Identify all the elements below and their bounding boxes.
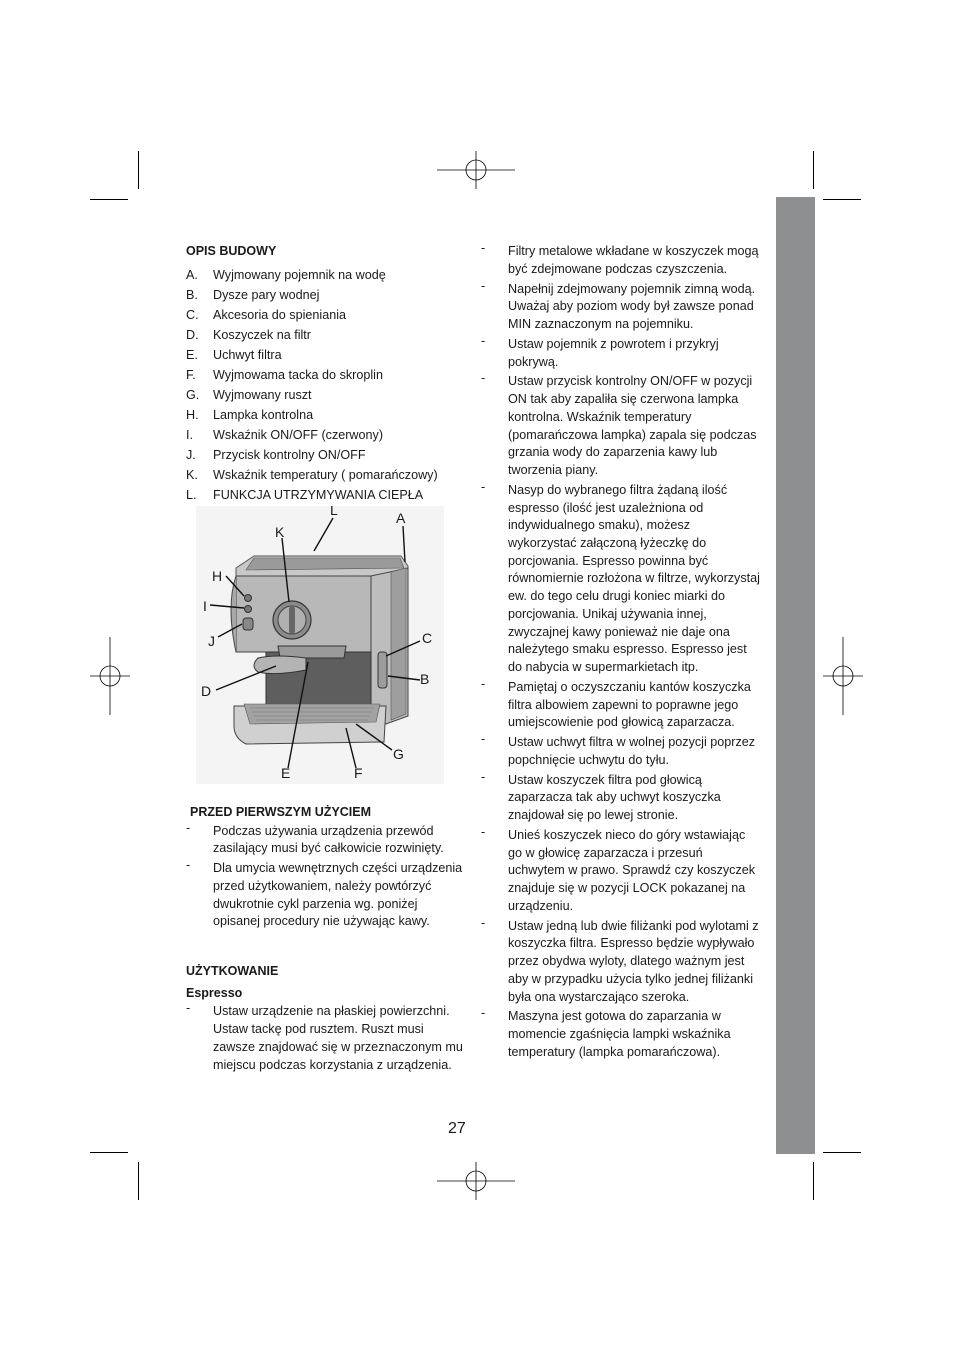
language-sidebar-tab — [776, 197, 815, 1154]
list-item: H. Lampka kontrolna — [186, 407, 314, 422]
list-item: - Ustaw jedną lub dwie filiżanki pod wylotami z koszyczka filtra. Espresso będzie wypływało przez obydwa wyloty, dlatego ważnym jest aby w przypadku użycia tylko jednej filiżanki była ona wystarczająco szeroka. — [481, 915, 759, 1004]
list-item: F. Wyjmowama tacka do skroplin — [186, 367, 383, 382]
list-item: - Ustaw przycisk kontrolny ON/OFF w pozycji ON tak aby zapaliła się czerwona lampka kontrolna. Wskaźnik temperatury (pomarańczowa lampka) zapala się podczas grzania wody do zaparzenia kawy lub tworzenia piany. — [481, 371, 757, 477]
usage-title: UŻYTKOWANIE — [186, 964, 279, 978]
registration-mark-left — [90, 637, 130, 715]
list-item: - Unieś koszyczek nieco do góry wstawiając go w głowicę zaparzacza i przesuń uchwytem w prawo. Sprawdź czy koszyczek znajduje się w pozycji LOCK pokazanej na urządzeniu. — [481, 825, 756, 913]
list-item: - Ustaw urządzenie na płaskiej powierzchni. Ustaw tackę pod rusztem. Ruszt musi zawsze znajdować się w przeznaczonym mu miejscu podczas korzystania z urządzenia. — [186, 1001, 463, 1072]
page-number: 27 — [448, 1120, 466, 1137]
list-item: - Nasyp do wybranego filtra żądaną ilość espresso (ilość jest uzależniona od indywidualnego smaku), możesz wykorzystać załączoną łyżeczkę do porcjowania. Espresso powinna być równomiernie rozłożona w filtrze, wykorzystaj ew. do tego celu drugi koniec miarki do porcjowania. Unikaj używania innej, zwyczajnej kawy ponieważ nie daje ona należytego smaku espresso. Espresso jest do nabycia w supermarkietach itp. — [481, 479, 760, 674]
list-item: K. Wskaźnik temperatury ( pomarańczowy) — [186, 467, 438, 482]
label-A: A — [396, 510, 406, 526]
parts-title: OPIS BUDOWY — [186, 244, 277, 258]
list-item: G. Wyjmowany ruszt — [186, 387, 312, 402]
list-item: B. Dysze pary wodnej — [186, 287, 320, 302]
label-K: K — [275, 524, 285, 540]
label-D: D — [201, 683, 212, 699]
label-I: I — [203, 598, 207, 614]
label-G: G — [393, 746, 404, 762]
list-item: E. Uchwyt filtra — [186, 347, 282, 362]
list-item: - Filtry metalowe wkładane w koszyczek mogą być zdejmowane podczas czyszczenia. — [481, 241, 759, 276]
registration-mark-top — [437, 151, 515, 189]
list-item: - Pamiętaj o oczyszczaniu kantów koszyczka filtra albowiem zapewni to poprawne jego umiejscowienie pod głowicą zaparzacza. — [481, 676, 751, 730]
registration-mark-right — [823, 637, 863, 715]
list-item: L. FUNKCJA UTRZYMYWANIA CIEPŁA — [186, 487, 424, 502]
espresso-steps-continued — [481, 243, 760, 1062]
label-F: F — [354, 765, 363, 781]
list-item: C. Akcesoria do spieniania — [186, 307, 347, 322]
before-first-use-title: PRZED PIERWSZYM UŻYCIEM — [190, 805, 372, 819]
left-column — [186, 243, 466, 507]
label-H: H — [212, 568, 223, 584]
label-C: C — [422, 630, 433, 646]
before-first-use-list — [186, 820, 466, 931]
label-J: J — [208, 633, 215, 649]
list-item: - Ustaw pojemnik z powrotem i przykryj pokrywą. — [481, 333, 719, 369]
before-first-use-section — [186, 804, 466, 933]
list-item: D. Koszyczek na filtr — [186, 327, 311, 342]
espresso-steps-list — [186, 1003, 466, 1074]
list-item: - Maszyna jest gotowa do zaparzania w momencie zgaśnięcia lampki wskaźnika temperatury (lampka pomarańczowa). — [481, 1006, 731, 1059]
list-item: - Napełnij zdejmowany pojemnik zimną wodą. Uważaj aby poziom wody był zawsze ponad MIN zaznaczonym na pojemniku. — [481, 278, 756, 331]
parts-list — [186, 267, 466, 505]
espresso-subtitle: Espresso — [186, 985, 243, 1000]
usage-section — [186, 963, 466, 1076]
list-item: J. Przycisk kontrolny ON/OFF — [186, 447, 366, 462]
list-item: I. Wskaźnik ON/OFF (czerwony) — [186, 427, 384, 442]
label-L: L — [330, 506, 338, 518]
list-item: - Ustaw uchwyt filtra w wolnej pozycji poprzez popchnięcie uchwytu do tyłu. — [481, 732, 756, 767]
espresso-machine-diagram — [196, 506, 444, 784]
label-E: E — [281, 765, 291, 781]
list-item: - Podczas używania urządzenia przewód zasilający musi być całkowicie rozwinięty. — [186, 820, 444, 856]
registration-mark-bottom — [437, 1162, 515, 1200]
right-column — [481, 243, 760, 1064]
list-item: A. Wyjmowany pojemnik na wodę — [186, 267, 386, 282]
list-item: - Dla umycia wewnętrznych części urządzenia przed użytkowaniem, należy powtórzyć dwukrotnie cykl parzenia wg. poniżej opisanej procedury nie używając kawy. — [186, 858, 463, 929]
label-B: B — [420, 671, 430, 687]
list-item: - Ustaw koszyczek filtra pod głowicą zaparzacza tak aby uchwyt koszyczka znajdował się po lewej stronie. — [481, 769, 721, 823]
